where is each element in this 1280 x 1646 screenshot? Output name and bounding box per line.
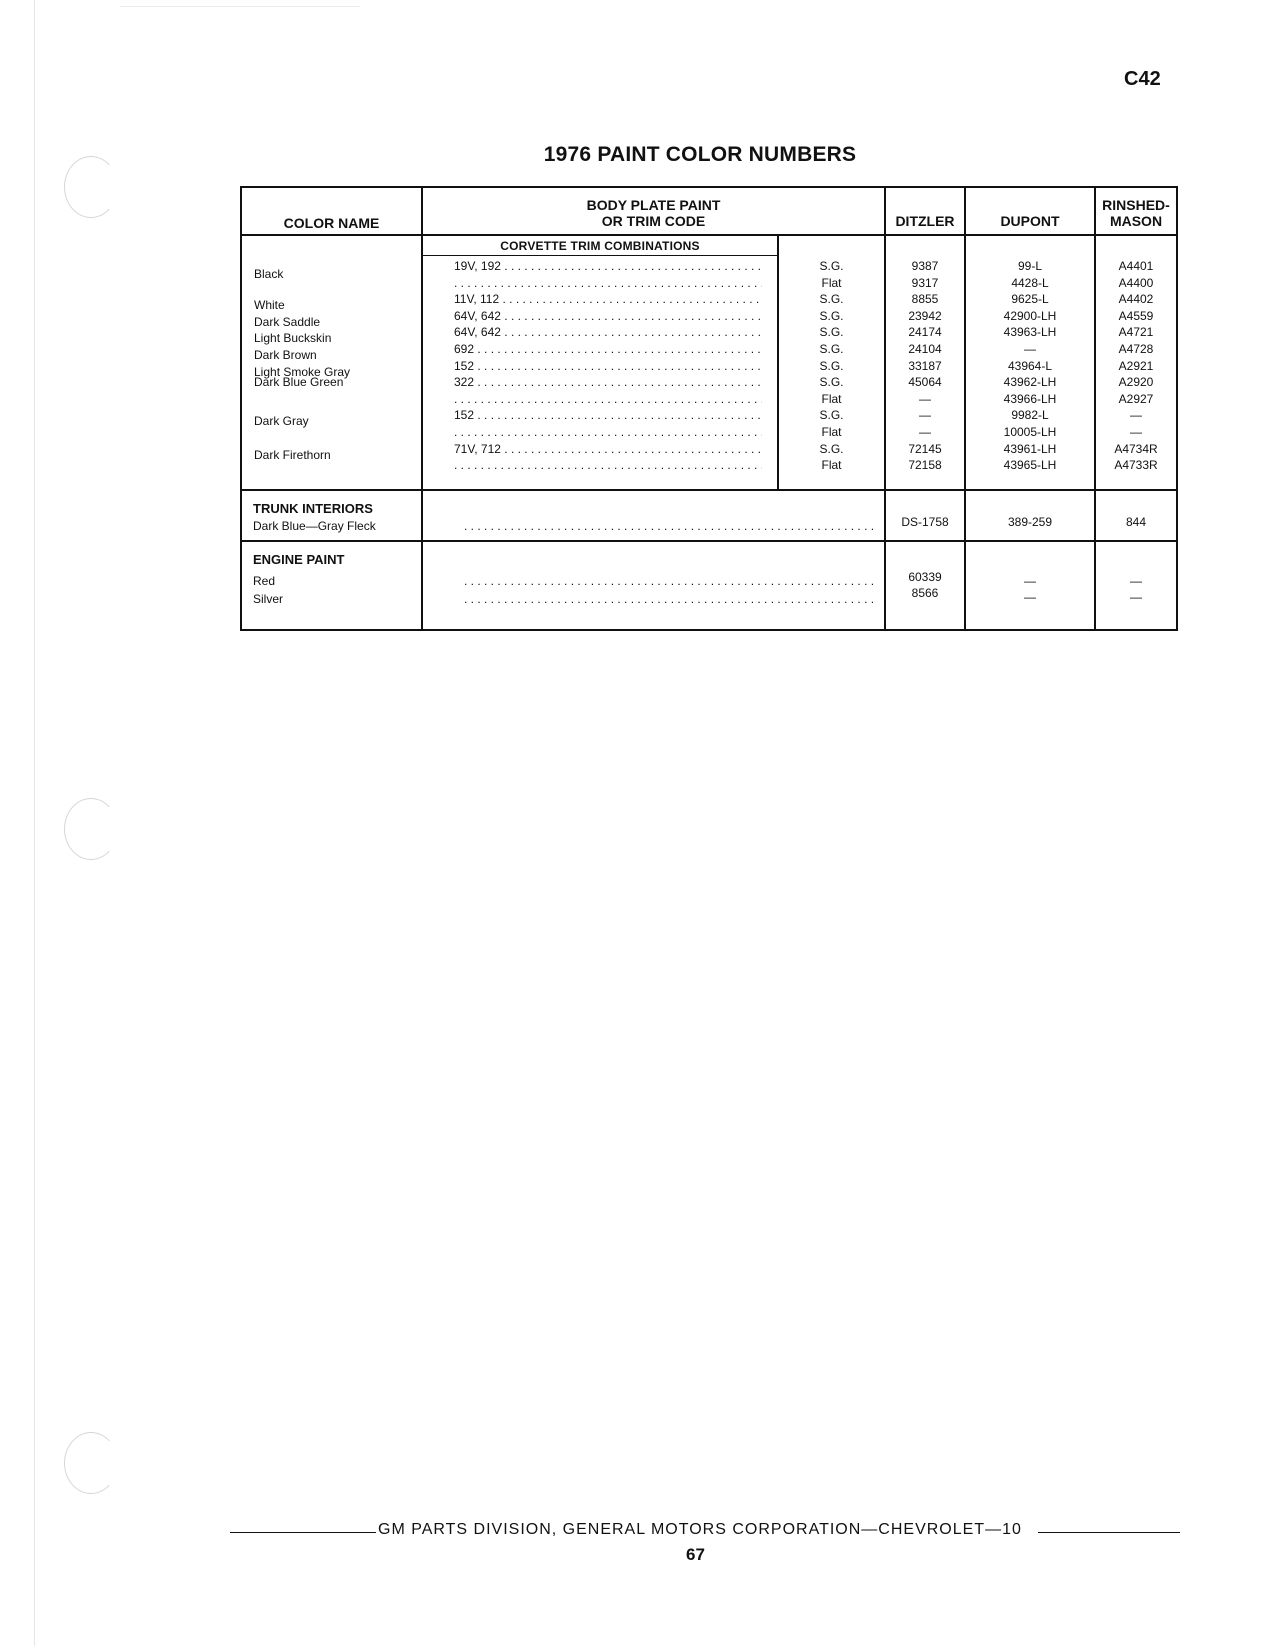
dupont-value: 9625-L (1011, 292, 1049, 307)
rinshed-value: A2921 (1118, 358, 1154, 373)
header-rule (242, 234, 1176, 236)
rinshed-value: — (1130, 425, 1142, 439)
rinshed-value: A2927 (1118, 391, 1154, 406)
trim-code: 19V, 192 . . . (454, 258, 762, 274)
page-title: 1976 PAINT COLOR NUMBERS (543, 143, 857, 166)
header-dupont: DUPONT (1000, 213, 1060, 229)
table-row (242, 374, 1176, 390)
dupont-value: 9982-L (1011, 408, 1049, 423)
engine-section-rule (242, 540, 1176, 542)
table-row (242, 341, 1176, 362)
color-name: Silver (253, 592, 284, 606)
dupont-value: 99-L (1017, 259, 1043, 273)
dupont-value: 10005-LH (1003, 425, 1057, 439)
corvette-heading: CORVETTE TRIM COMBINATIONS (500, 239, 700, 253)
rinshed-value: A4734R (1114, 441, 1158, 456)
finish: S.G. (819, 441, 844, 456)
table-row (242, 358, 1176, 379)
trim-code: 322 . . . (454, 374, 762, 390)
rinshed-value: A2920 (1118, 375, 1154, 390)
page-edge-line (34, 0, 35, 1646)
trim-code-leader (454, 424, 762, 440)
footer-rule-right (1038, 1532, 1180, 1533)
table-row (242, 275, 1176, 291)
trim-code-leader (454, 275, 762, 291)
table-row (242, 515, 1176, 536)
color-name: White (254, 298, 285, 313)
trim-code: 64V, 642 . . . (454, 324, 762, 340)
punch-hole-middle (64, 798, 118, 860)
dupont-value: 43963-LH (1003, 325, 1057, 340)
trim-code: 692 . . . (454, 341, 762, 357)
dupont-value: — (1024, 574, 1036, 588)
table-row (242, 441, 1176, 462)
rinshed-value: — (1130, 408, 1142, 423)
rinshed-value: A4559 (1118, 308, 1154, 323)
rinshed-value: A4401 (1118, 259, 1154, 273)
color-name: Dark Saddle (254, 314, 321, 329)
ditzler-value: 8855 (911, 292, 939, 307)
table-row (242, 308, 1176, 329)
header-body-plate-1: BODY PLATE PAINT (586, 197, 721, 213)
ditzler-value: 72158 (908, 458, 942, 473)
dupont-value: 43964-L (1007, 358, 1053, 373)
trim-code: 152 . . . (454, 407, 762, 423)
color-name: Red (253, 574, 276, 588)
table-row (242, 407, 1176, 429)
color-name: Dark Brown (254, 348, 317, 362)
trim-code: 11V, 112 . . . (454, 291, 762, 307)
finish: S.G. (819, 375, 844, 390)
ditzler-value: 9317 (911, 275, 939, 290)
table-row (242, 457, 1176, 473)
punch-hole-bottom (64, 1432, 118, 1494)
rinshed-value: A4728 (1118, 342, 1154, 356)
trim-code-leader (454, 457, 762, 473)
finish: S.G. (819, 358, 844, 373)
ditzler-value: 9387 (911, 259, 939, 273)
page-footer (230, 1521, 1180, 1543)
dupont-value: 43962-LH (1003, 375, 1057, 390)
ditzler-value: 24104 (908, 342, 942, 356)
trunk-heading: TRUNK INTERIORS (253, 501, 373, 516)
rinshed-value: A4402 (1118, 292, 1154, 307)
ditzler-value: — (919, 391, 931, 406)
finish: Flat (821, 391, 842, 406)
color-name: Dark Firethorn (254, 447, 331, 462)
corvette-heading-rule (423, 255, 777, 256)
page-code: C42 (1124, 68, 1161, 90)
table-row (242, 424, 1176, 440)
ditzler-value: 8566 (911, 586, 939, 600)
corvette-rows (242, 258, 1176, 488)
header-color-name: COLOR NAME (283, 215, 380, 231)
finish: Flat (821, 275, 842, 290)
dupont-value: 43966-LH (1003, 391, 1057, 406)
dupont-value: 43965-LH (1003, 458, 1057, 473)
color-name: Dark Blue Green (254, 375, 344, 390)
color-name: Dark Gray (254, 414, 309, 429)
header-rinshed-2: MASON (1109, 213, 1163, 229)
rinshed-value: — (1130, 590, 1142, 604)
dupont-value: 389-259 (1007, 515, 1053, 529)
page-number: 67 (686, 1545, 705, 1564)
ditzler-value: 60339 (908, 570, 942, 584)
ditzler-value: 24174 (908, 325, 942, 340)
color-name: Light Buckskin (254, 331, 332, 346)
header-body-plate-2: OR TRIM CODE (601, 213, 706, 229)
table-row (242, 291, 1176, 313)
finish: Flat (821, 458, 842, 473)
trim-code-leader (454, 391, 762, 407)
finish: S.G. (819, 292, 844, 307)
table-row (242, 586, 1176, 609)
finish: S.G. (819, 342, 844, 356)
dupont-value: 43961-LH (1003, 441, 1057, 456)
ditzler-value: 33187 (908, 358, 942, 373)
footer-text: GM PARTS DIVISION, GENERAL MOTORS CORPORATION—CHEVROLET—10 (378, 1521, 1022, 1538)
ditzler-value: 23942 (908, 308, 942, 323)
color-name: Black (254, 267, 284, 281)
finish: S.G. (819, 308, 844, 323)
finish: S.G. (819, 259, 844, 273)
rinshed-value: 844 (1125, 515, 1147, 529)
dupont-value: 4428-L (1011, 275, 1049, 290)
header-rinshed-1: RINSHED- (1102, 197, 1170, 213)
footer-rule-left (230, 1532, 376, 1533)
dupont-value: — (1024, 590, 1036, 604)
table-row (242, 391, 1176, 407)
engine-heading: ENGINE PAINT (253, 552, 345, 567)
ditzler-value: 45064 (908, 375, 942, 390)
trunk-section-rule (242, 489, 1176, 491)
ditzler-value: — (919, 425, 931, 439)
top-scan-line (120, 6, 360, 7)
table-row (242, 324, 1176, 346)
rinshed-value: — (1130, 574, 1142, 588)
leader-dots (464, 518, 874, 534)
trim-code: 71V, 712 . . . (454, 441, 762, 457)
trim-code: 64V, 642 . . . (454, 308, 762, 324)
leader-dots (464, 591, 874, 607)
ditzler-value: — (919, 408, 931, 423)
color-name: Light Smoke Gray (254, 364, 351, 379)
header-ditzler: DITZLER (895, 213, 955, 229)
ditzler-value: 72145 (908, 441, 942, 456)
rinshed-value: A4733R (1114, 458, 1158, 473)
trim-code: 152 . . . (454, 358, 762, 374)
finish: Flat (821, 425, 842, 439)
ditzler-value: DS-1758 (901, 515, 949, 529)
rinshed-value: A4400 (1118, 275, 1154, 290)
color-name: Dark Blue—Gray Fleck (253, 519, 376, 533)
finish: S.G. (819, 325, 844, 340)
rinshed-value: A4721 (1118, 325, 1154, 340)
table-row (242, 258, 1176, 281)
dupont-value: — (1024, 342, 1036, 356)
finish: S.G. (819, 408, 844, 423)
dupont-value: 42900-LH (1003, 308, 1057, 323)
paint-color-table (240, 186, 1178, 631)
leader-dots (464, 573, 874, 589)
